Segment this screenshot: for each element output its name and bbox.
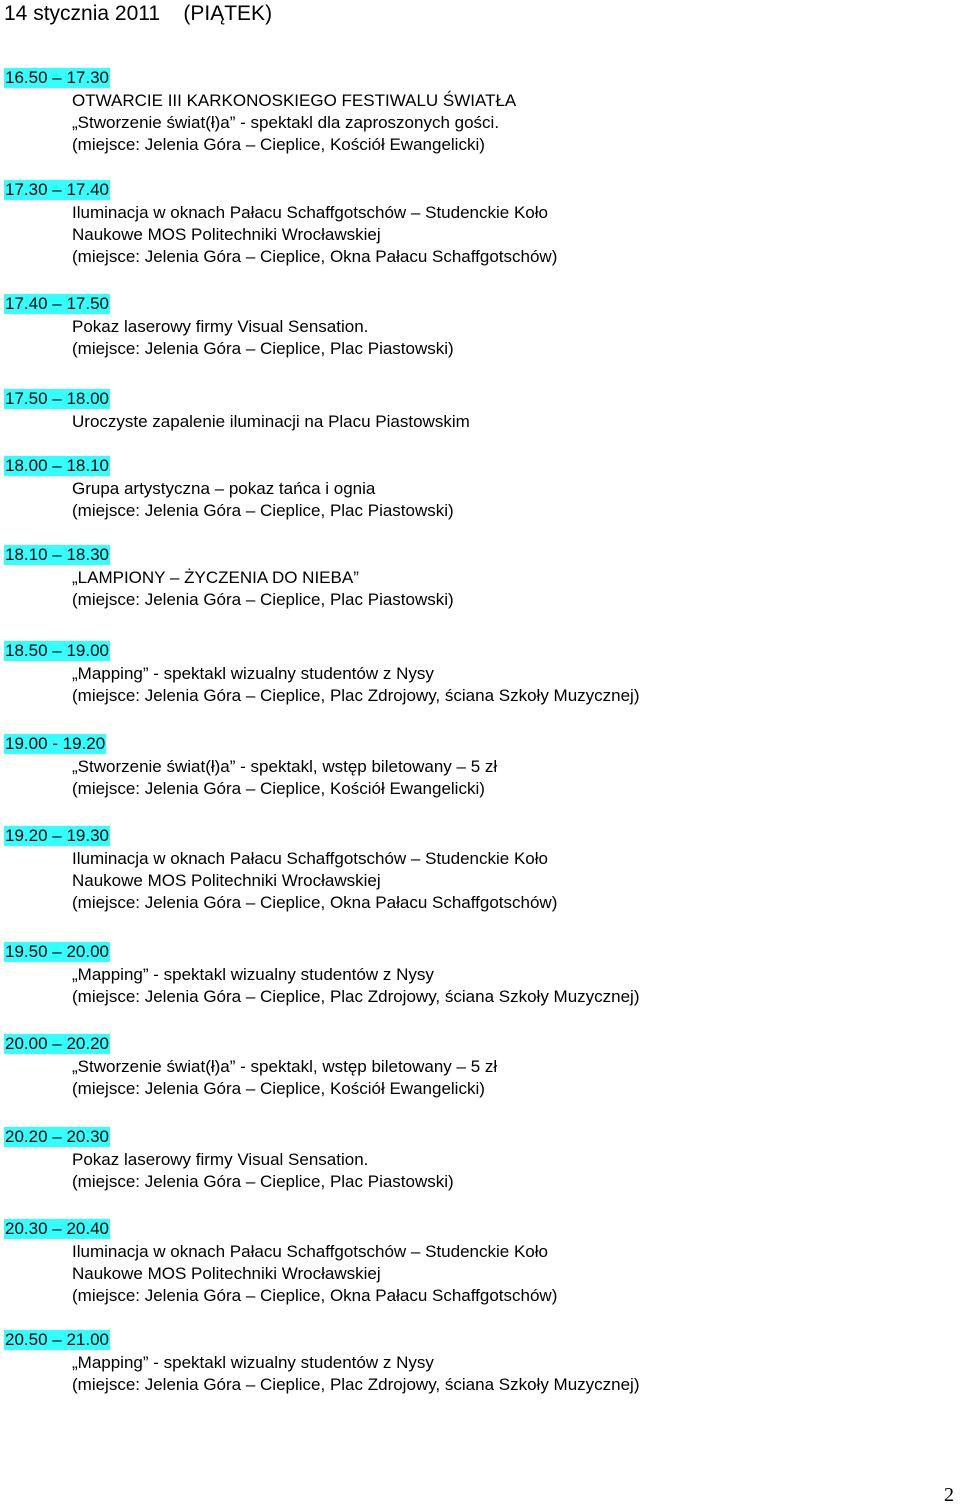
event-description <box>72 848 557 914</box>
event-description-line: (miejsce: Jelenia Góra – Cieplice, Okna Pałacu Schaffgotschów) <box>72 1286 558 1305</box>
event-description-line: Iluminacja w oknach Pałacu Schaffgotschów – Studenckie Koło <box>72 203 548 222</box>
page-number: 2 <box>944 1484 954 1506</box>
event-description-line: „Mapping” - spektakl wizualny studentów z Nysy <box>72 965 434 984</box>
event-description <box>72 663 640 707</box>
event-description-line: Iluminacja w oknach Pałacu Schaffgotschów – Studenckie Koło <box>72 1242 548 1261</box>
event-description <box>72 567 454 611</box>
event-description-line: Pokaz laserowy firmy Visual Sensation. <box>72 1150 369 1169</box>
event-description-line: (miejsce: Jelenia Góra – Cieplice, Okna Pałacu Schaffgotschów) <box>72 247 558 266</box>
event-description-line: „Stworzenie świat(ł)a” - spektakl, wstęp biletowany – 5 zł <box>72 1057 498 1076</box>
event-description-line: Naukowe MOS Politechniki Wrocławskiej <box>72 871 381 890</box>
event-description-line: (miejsce: Jelenia Góra – Cieplice, Plac Zdrojowy, ściana Szkoły Muzycznej) <box>72 987 640 1006</box>
event-time: 19.20 – 19.30 <box>5 826 109 845</box>
event-description-line: OTWARCIE III KARKONOSKIEGO FESTIWALU ŚWIATŁA <box>72 91 517 110</box>
event-description-line: (miejsce: Jelenia Góra – Cieplice, Kościół Ewangelicki) <box>72 1079 485 1098</box>
event-time: 19.00 - 19.20 <box>5 734 106 753</box>
event-description <box>72 90 516 156</box>
event-description-line: „Stworzenie świat(ł)a” - spektakl dla zaproszonych gości. <box>72 113 500 132</box>
event-description-line: Grupa artystyczna – pokaz tańca i ognia <box>72 479 376 498</box>
event-description <box>72 964 640 1008</box>
event-description <box>72 1241 557 1307</box>
event-time: 17.30 – 17.40 <box>5 180 109 199</box>
event-description <box>72 1149 454 1193</box>
event-description-line: (miejsce: Jelenia Góra – Cieplice, Plac Zdrojowy, ściana Szkoły Muzycznej) <box>72 1375 640 1394</box>
event-description <box>72 1056 497 1100</box>
event-description-line: „LAMPIONY – ŻYCZENIA DO NIEBA” <box>72 568 359 587</box>
event-description-line: Iluminacja w oknach Pałacu Schaffgotschów – Studenckie Koło <box>72 849 548 868</box>
event-time: 20.20 – 20.30 <box>5 1127 109 1146</box>
event-time: 18.10 – 18.30 <box>5 545 109 564</box>
event-description <box>72 316 454 360</box>
event-time: 20.30 – 20.40 <box>5 1219 109 1238</box>
event-description-line: (miejsce: Jelenia Góra – Cieplice, Okna Pałacu Schaffgotschów) <box>72 893 558 912</box>
event-description <box>72 756 497 800</box>
event-description-line: Naukowe MOS Politechniki Wrocławskiej <box>72 225 381 244</box>
event-description-line: (miejsce: Jelenia Góra – Cieplice, Plac Piastowski) <box>72 590 454 609</box>
event-time: 18.00 – 18.10 <box>5 456 109 475</box>
event-description-line: Uroczyste zapalenie iluminacji na Placu Piastowskim <box>72 412 470 431</box>
event-time: 19.50 – 20.00 <box>5 942 109 961</box>
event-description-line: „Mapping” - spektakl wizualny studentów z Nysy <box>72 664 434 683</box>
event-description <box>72 1352 640 1396</box>
event-description <box>72 202 557 268</box>
event-time: 20.00 – 20.20 <box>5 1034 109 1053</box>
event-time: 17.50 – 18.00 <box>5 389 109 408</box>
event-description-line: (miejsce: Jelenia Góra – Cieplice, Kościół Ewangelicki) <box>72 135 485 154</box>
page-title: 14 stycznia 2011 (PIĄTEK) <box>4 2 273 25</box>
event-description-line: „Mapping” - spektakl wizualny studentów z Nysy <box>72 1353 434 1372</box>
event-description-line: (miejsce: Jelenia Góra – Cieplice, Kościół Ewangelicki) <box>72 779 485 798</box>
event-description <box>72 478 454 522</box>
event-description <box>72 411 470 433</box>
event-description-line: (miejsce: Jelenia Góra – Cieplice, Plac Piastowski) <box>72 1172 454 1191</box>
event-description-line: (miejsce: Jelenia Góra – Cieplice, Plac Zdrojowy, ściana Szkoły Muzycznej) <box>72 686 640 705</box>
event-description-line: Naukowe MOS Politechniki Wrocławskiej <box>72 1264 381 1283</box>
event-description-line: „Stworzenie świat(ł)a” - spektakl, wstęp biletowany – 5 zł <box>72 757 498 776</box>
event-time: 16.50 – 17.30 <box>5 68 109 87</box>
event-description-line: (miejsce: Jelenia Góra – Cieplice, Plac Piastowski) <box>72 501 454 520</box>
event-time: 20.50 – 21.00 <box>5 1330 109 1349</box>
event-time: 17.40 – 17.50 <box>5 294 109 313</box>
event-time: 18.50 – 19.00 <box>5 641 109 660</box>
event-description-line: (miejsce: Jelenia Góra – Cieplice, Plac Piastowski) <box>72 339 454 358</box>
event-description-line: Pokaz laserowy firmy Visual Sensation. <box>72 317 369 336</box>
